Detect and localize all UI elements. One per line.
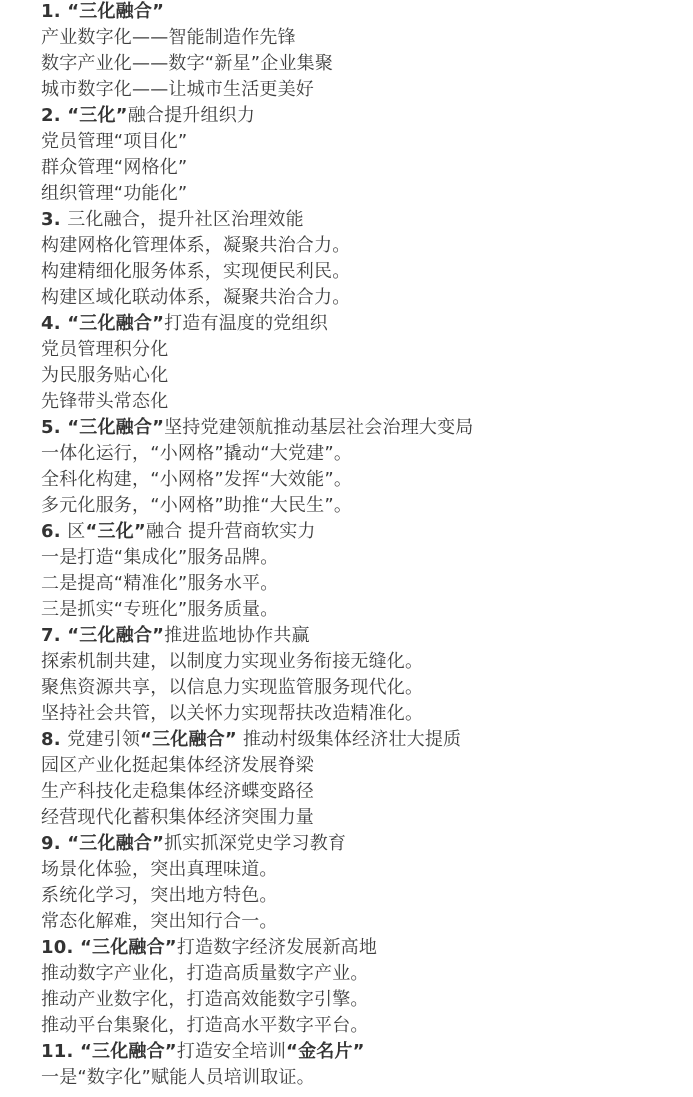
list-item: 推动数字产业化，打造高质量数字产业。 xyxy=(41,963,369,984)
heading-text: “三化融合” xyxy=(67,833,165,854)
list-item: 生产科技化走稳集体经济蝶变路径 xyxy=(41,781,314,802)
list-item: 一是“数字化”赋能人员培训取证。 xyxy=(41,1067,315,1088)
heading-text: 推进监地协作共赢 xyxy=(164,625,310,646)
section-heading xyxy=(41,935,685,961)
section-heading xyxy=(41,831,685,857)
heading-text: 融合提升组织力 xyxy=(127,105,256,126)
heading-text: 抓实抓深党史学习教育 xyxy=(164,833,347,854)
heading-text: “三化融合” xyxy=(67,625,165,646)
section-heading xyxy=(41,519,685,545)
section-heading xyxy=(41,415,685,441)
list-item: 城市数字化——让城市生活更美好 xyxy=(41,79,314,100)
list-item: 全科化构建，“小网格”发挥“大效能”。 xyxy=(41,469,353,490)
section-number: 8. xyxy=(41,729,68,750)
section-number: 11. xyxy=(41,1041,80,1062)
list-item: 常态化解难，突出知行合一。 xyxy=(41,911,278,932)
section-number: 5. xyxy=(41,417,68,438)
section-heading xyxy=(41,623,685,649)
section-number: 3. xyxy=(41,209,68,230)
heading-text: “三化融合” xyxy=(67,417,165,438)
heading-text: “三化融合” xyxy=(79,1041,177,1062)
list-item: 系统化学习，突出地方特色。 xyxy=(41,885,278,906)
section-heading xyxy=(41,0,685,25)
section-heading xyxy=(41,103,685,129)
list-item: 构建网格化管理体系，凝聚共治合力。 xyxy=(41,235,351,256)
list-item: 构建精细化服务体系，实现便民利民。 xyxy=(41,261,351,282)
heading-text: “三化” xyxy=(67,105,128,126)
heading-text: “三化融合” xyxy=(79,937,177,958)
list-item: 产业数字化——智能制造作先锋 xyxy=(41,27,296,48)
heading-text: 融合 提升营商软实力 xyxy=(145,521,316,542)
section-number: 7. xyxy=(41,625,68,646)
heading-text: 推动村级集体经济壮大提质 xyxy=(236,729,462,750)
section-number: 2. xyxy=(41,105,68,126)
section-heading xyxy=(41,207,685,233)
section-number: 4. xyxy=(41,313,68,334)
heading-text: 区 xyxy=(67,521,86,542)
list-item: 推动产业数字化，打造高效能数字引擎。 xyxy=(41,989,369,1010)
list-item: 一是打造“集成化”服务品牌。 xyxy=(41,547,279,568)
section-number: 9. xyxy=(41,833,68,854)
heading-text: “金名片” xyxy=(286,1041,365,1062)
section-number: 1. xyxy=(41,1,68,22)
heading-text: 打造数字经济发展新高地 xyxy=(176,937,378,958)
section-heading xyxy=(41,727,685,753)
list-item: 群众管理“网格化” xyxy=(41,157,188,178)
list-item: 二是提高“精准化”服务水平。 xyxy=(41,573,279,594)
list-item: 推动平台集聚化，打造高水平数字平台。 xyxy=(41,1015,369,1036)
list-item: 多元化服务，“小网格”助推“大民生”。 xyxy=(41,495,353,516)
list-item: 构建区域化联动体系，凝聚共治合力。 xyxy=(41,287,351,308)
heading-text: 三化融合，提升社区治理效能 xyxy=(67,209,304,230)
list-item: 组织管理“功能化” xyxy=(41,183,188,204)
heading-text: “三化融合” xyxy=(140,729,237,750)
heading-text: 打造安全培训 xyxy=(176,1041,287,1062)
list-item: 园区产业化挺起集体经济发展脊梁 xyxy=(41,755,314,776)
section-heading xyxy=(41,311,685,337)
heading-text: “三化” xyxy=(85,521,146,542)
heading-text: “三化融合” xyxy=(67,313,165,334)
list-item: 探索机制共建，以制度力实现业务衔接无缝化。 xyxy=(41,651,424,672)
list-item: 一体化运行，“小网格”撬动“大党建”。 xyxy=(41,443,353,464)
list-item: 坚持社会共管，以关怀力实现帮扶改造精准化。 xyxy=(41,703,424,724)
heading-text: “三化融合” xyxy=(67,1,165,22)
heading-text: 坚持党建领航推动基层社会治理大变局 xyxy=(164,417,474,438)
list-item: 为民服务贴心化 xyxy=(41,365,169,386)
list-item: 三是抓实“专班化”服务质量。 xyxy=(41,599,279,620)
section-number: 6. xyxy=(41,521,68,542)
list-item: 先锋带头常态化 xyxy=(41,391,169,412)
list-item: 经营现代化蓄积集体经济突围力量 xyxy=(41,807,314,828)
list-item: 聚焦资源共享，以信息力实现监管服务现代化。 xyxy=(41,677,424,698)
list-item: 党员管理积分化 xyxy=(41,339,169,360)
list-item: 数字产业化——数字“新星”企业集聚 xyxy=(41,53,334,74)
section-number: 10. xyxy=(41,937,80,958)
section-heading xyxy=(41,1039,685,1065)
heading-text: 打造有温度的党组织 xyxy=(164,313,328,334)
document-body xyxy=(41,0,685,1091)
list-item: 党员管理“项目化” xyxy=(41,131,188,152)
list-item: 场景化体验，突出真理味道。 xyxy=(41,859,278,880)
heading-text: 党建引领 xyxy=(67,729,141,750)
